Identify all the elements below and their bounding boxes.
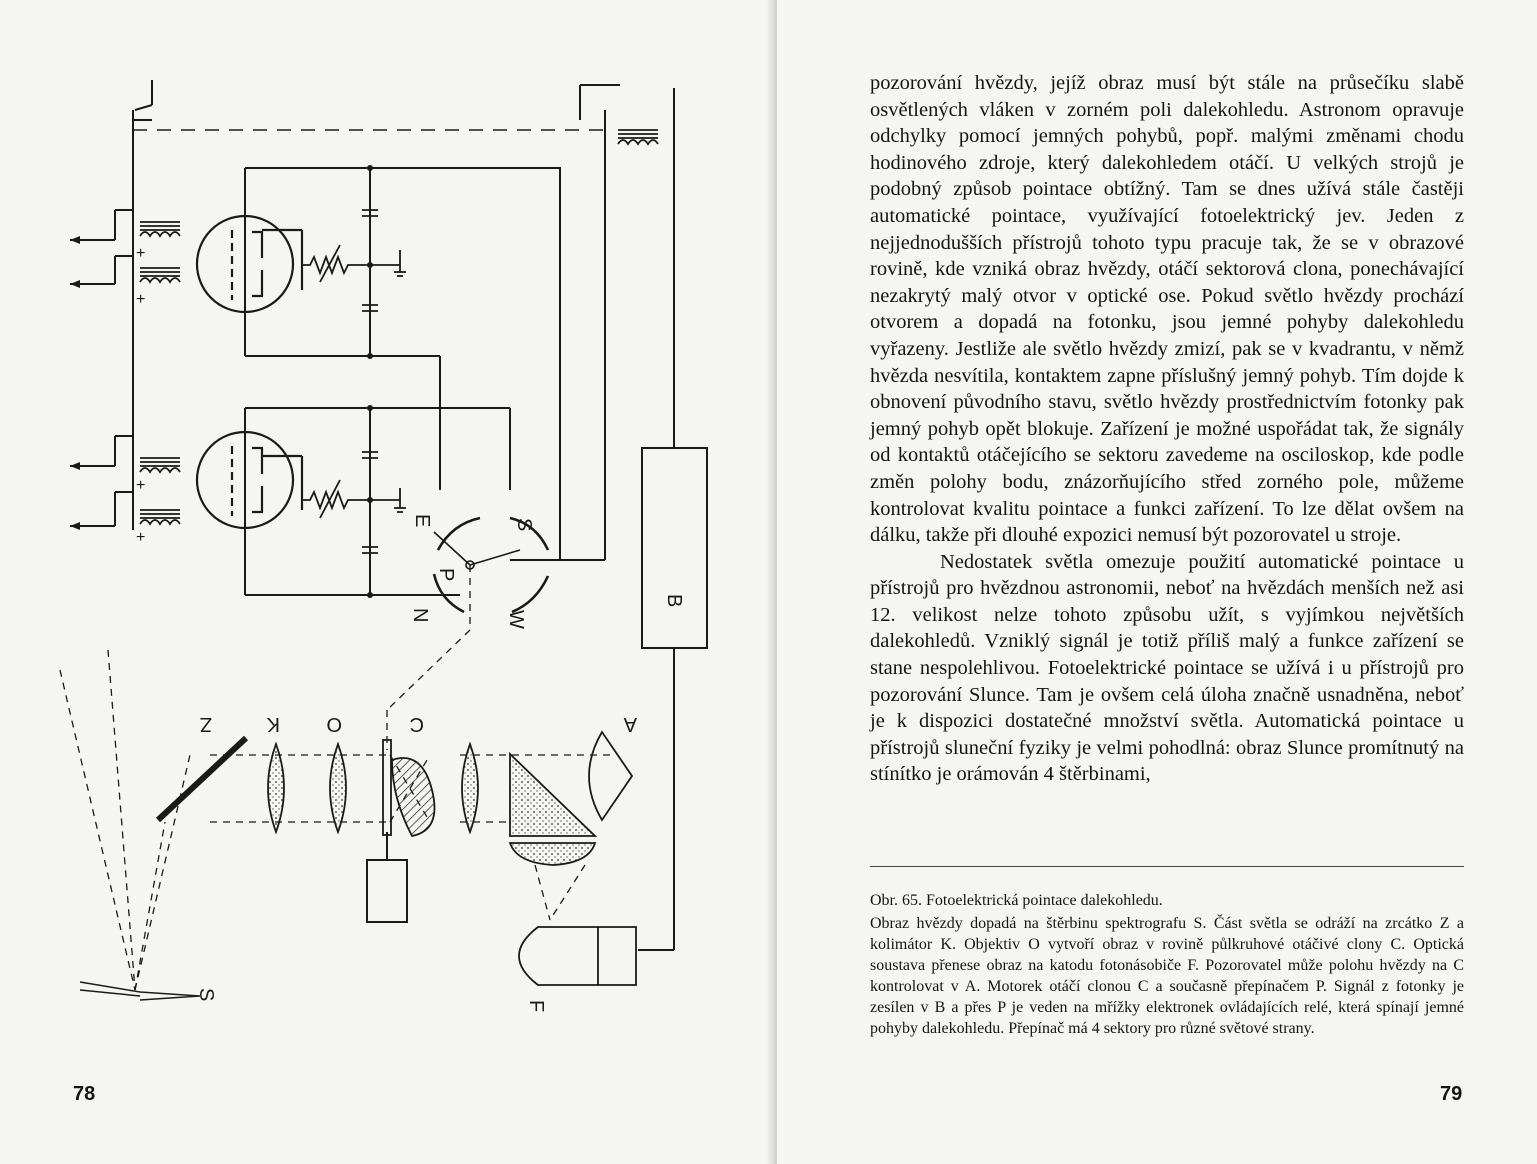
body-text xyxy=(870,70,1464,788)
paragraph-2: Nedostatek světla omezuje použití automatické pointace u přístrojů pro hvězdnou astronomii, neboť na hvězdách menších než asi 12. velikost nelze tohoto způsobu užít, s vyjímkou největších dalekohledů. Vzniklý signál je totiž příliš malý a funkce zařízení se stane nespolehlivou. Fotoelektrické pointace se užívá i u přístrojů pro pozorování Slunce. Tam je ovšem celá úloha značně usnadněna, neboť je k dispozici dostatečné množství světla. Automatická pointace u přístrojů sluneční fyziky je velmi pohodlná: obraz Slunce promítnutý na stínítko je orámován 4 štěrbinami, xyxy=(870,550,1464,786)
label-e: E xyxy=(411,514,433,528)
label-f: F xyxy=(525,1000,547,1013)
diagram-labels xyxy=(136,245,685,1012)
label-plus-4: + xyxy=(136,529,146,546)
caption-body: Obraz hvězdy dopadá na štěrbinu spektrografu S. Část světla se odráží na zrcátko Z a kolimátor K. Objektiv O vytvoří obraz v rovině půlkruhové otáčivé clony C. Optická soustava přenese obraz na katodu fotonásobiče F. Pozorovatel může polohu hvězdy na C kontrolovat v A. Motorek otáčí clonou C a současně přepínačem P. Signál z fotonky je zesílen v B a přes P je veden na mřížky elektronek ovládajících relé, která spínají jemné pohyby dalekohledu. Přepínač má 4 sektory pro různé světové strany. xyxy=(870,915,1464,1037)
label-b: B xyxy=(663,594,685,608)
label-c: C xyxy=(409,713,424,735)
label-o: O xyxy=(326,713,342,735)
optical-elements xyxy=(80,732,636,1000)
label-plus-1: + xyxy=(136,245,146,262)
label-w: W xyxy=(505,610,527,629)
label-p: P xyxy=(435,568,457,582)
paragraph-1: pozorování hvězdy, jejíž obraz musí být stále na průsečíku slabě osvětlených vláken v zorném poli dalekohledu. Astronom opravuje odchylky pomocí jemných pohybů, popř. malými změnami chodu hodinového zdroje, který dalekohledem otáčí. U velkých strojů je podobný způsob pointace obtížný. Tam se dnes užívá stále častěji automatické pointace, využívající fotoelektrický jev. Jeden z nejjednodušších přístrojů tohoto typu pracuje tak, že se v obrazové rovině, kde vzniká obraz hvězdy, otáčí sektorová clona, ponechávající nezakrytý malý otvor v optické ose. Pokud světlo hvězdy prochází otvorem a dopadá na fotonku, jsou jemné pohyby dalekohledu vyřazeny. Jestliže ale světlo hvězdy zmizí, pak se v kvadrantu, v němž hvězda nesvítila, kontaktem zapne příslušný jemný pohyb. Tím dojde k obnovení původního stavu, světlo hvězdy prostřednictvím fotonky pak jemný pohyb opět blokuje. Zařízení je možné uspořádat tak, že signály od kontaktů otáčejícího se sektoru zavedeme na osciloskop, kde podle změn polohy bodu, znázorňujícího střed zorného pole, můžeme kontrolovat kvalitu pointace a funkci zařízení. To lze dělat ovšem na dálku, takže při dlouhé expozici nemusí být pozorovatel u stroje. xyxy=(870,72,1464,547)
passive-components xyxy=(302,210,406,553)
label-s-slit: S xyxy=(195,988,217,1002)
circuit-wiring xyxy=(70,80,707,950)
figure-65-diagram xyxy=(40,60,740,1060)
page-number-left: 78 xyxy=(73,1083,96,1105)
footnote-rule xyxy=(870,866,1464,867)
label-a: A xyxy=(623,713,637,735)
relay-output-arrows xyxy=(70,236,80,530)
relay-coils xyxy=(140,130,658,524)
label-k: K xyxy=(266,713,280,735)
figure-caption xyxy=(870,890,1464,1039)
label-n: N xyxy=(409,608,431,623)
electron-tubes xyxy=(197,216,302,528)
label-plus-2: + xyxy=(136,291,146,308)
page-number-right: 79 xyxy=(1440,1083,1463,1105)
label-plus-3: + xyxy=(136,477,146,494)
caption-title: Obr. 65. Fotoelektrická pointace dalekohledu. xyxy=(870,892,1163,909)
label-z: Z xyxy=(199,713,212,735)
label-s-sector: S xyxy=(513,518,535,532)
sector-switch xyxy=(434,518,548,612)
